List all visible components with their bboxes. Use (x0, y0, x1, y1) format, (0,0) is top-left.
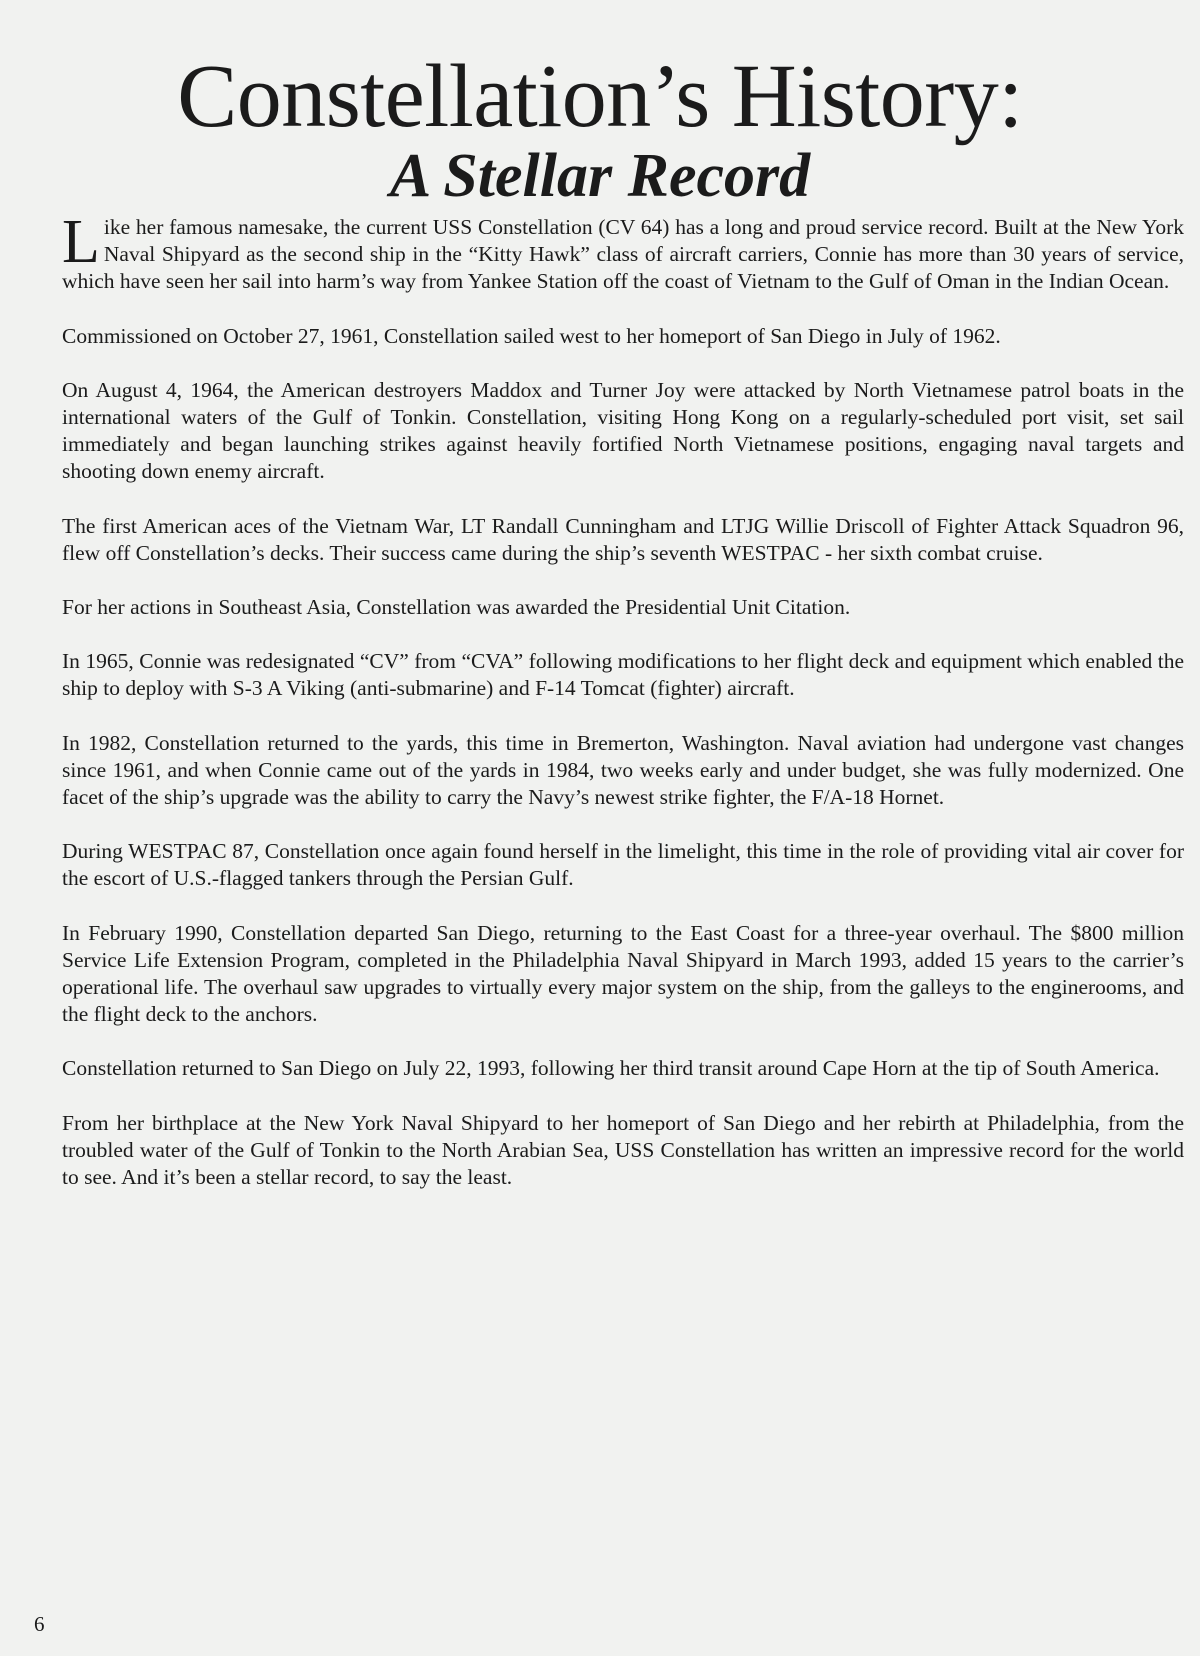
page-title: Constellation’s History: (177, 47, 1023, 146)
page-subtitle: A Stellar Record (389, 142, 811, 210)
paragraph-1 (62, 208, 1184, 296)
article-body (62, 208, 1184, 1218)
paragraph-10: Constellation returned to San Diego on July 22, 1993, following her third transit around Cape Horn at the tip of South America. (62, 1056, 1160, 1081)
page-number: 6 (34, 1612, 45, 1636)
paragraph-7: In 1982, Constellation returned to the yards, this time in Bremerton, Washington. Naval aviation had undergone vast changes since 1961, and when Connie came out of the yards in 1984, two weeks early and under budget, she was fully modernized. One facet of the ship’s upgrade was the ability to carry the Navy’s newest strike fighter, the F/A-18 Hornet. (62, 730, 1184, 810)
paragraph-5: For her actions in Southeast Asia, Constellation was awarded the Presidential Unit Citation. (62, 595, 851, 620)
paragraph-6: In 1965, Connie was redesignated “CV” from “CVA” following modifications to her flight deck and equipment which enabled the ship to deploy with S-3 A Viking (anti-submarine) and F-14 Tomcat (fighter) aircraft. (62, 649, 1184, 701)
drop-cap: L (62, 208, 100, 276)
paragraph-4: The first American aces of the Vietnam War, LT Randall Cunningham and LTJG Willie Driscoll of Fighter Attack Squadron 96, flew off Constellation’s decks. Their success came during the ship’s seventh WESTPAC - her sixth combat cruise. (62, 513, 1184, 565)
paragraph-9: In February 1990, Constellation departed San Diego, returning to the East Coast for a three-year overhaul. The $800 million Service Life Extension Program, completed in the Philadelphia Naval Shipyard in March 1993, added 15 years to the carrier’s operational life. The overhaul saw upgrades to virtually every major system on the ship, from the galleys to the enginerooms, and the flight deck to the anchors. (62, 920, 1184, 1027)
paragraph-3: On August 4, 1964, the American destroyers Maddox and Turner Joy were attacked by North Vietnamese patrol boats in the international waters of the Gulf of Tonkin. Constellation, visiting Hong Kong on a regularly-scheduled port visit, set sail immediately and began launching strikes against heavily fortified North Vietnamese positions, engaging naval targets and shooting down enemy aircraft. (62, 377, 1184, 484)
paragraph-1-text: ike her famous namesake, the current USS Constellation (CV 64) has a long and proud service record. Built at the New York Naval Shipyard as the second ship in the “Kitty Hawk” class of aircraft carriers, Connie has more than 30 years of service, which have seen her sail into harm’s way from Yankee Station off the coast of Vietnam to the Gulf of Oman in the Indian Ocean. (62, 215, 1184, 294)
paragraph-2: Commissioned on October 27, 1961, Constellation sailed west to her homeport of San Diego in July of 1962. (62, 323, 1001, 348)
paragraph-8: During WESTPAC 87, Constellation once again found herself in the limelight, this time in the role of providing vital air cover for the escort of U.S.-flagged tankers through the Persian Gulf. (62, 839, 1184, 891)
paragraph-11: From her birthplace at the New York Naval Shipyard to her homeport of San Diego and her rebirth at Philadelphia, from the troubled water of the Gulf of Tonkin to the North Arabian Sea, USS Constellation has written an impressive record for the world to see. And it’s been a stellar record, to say the least. (62, 1110, 1184, 1190)
